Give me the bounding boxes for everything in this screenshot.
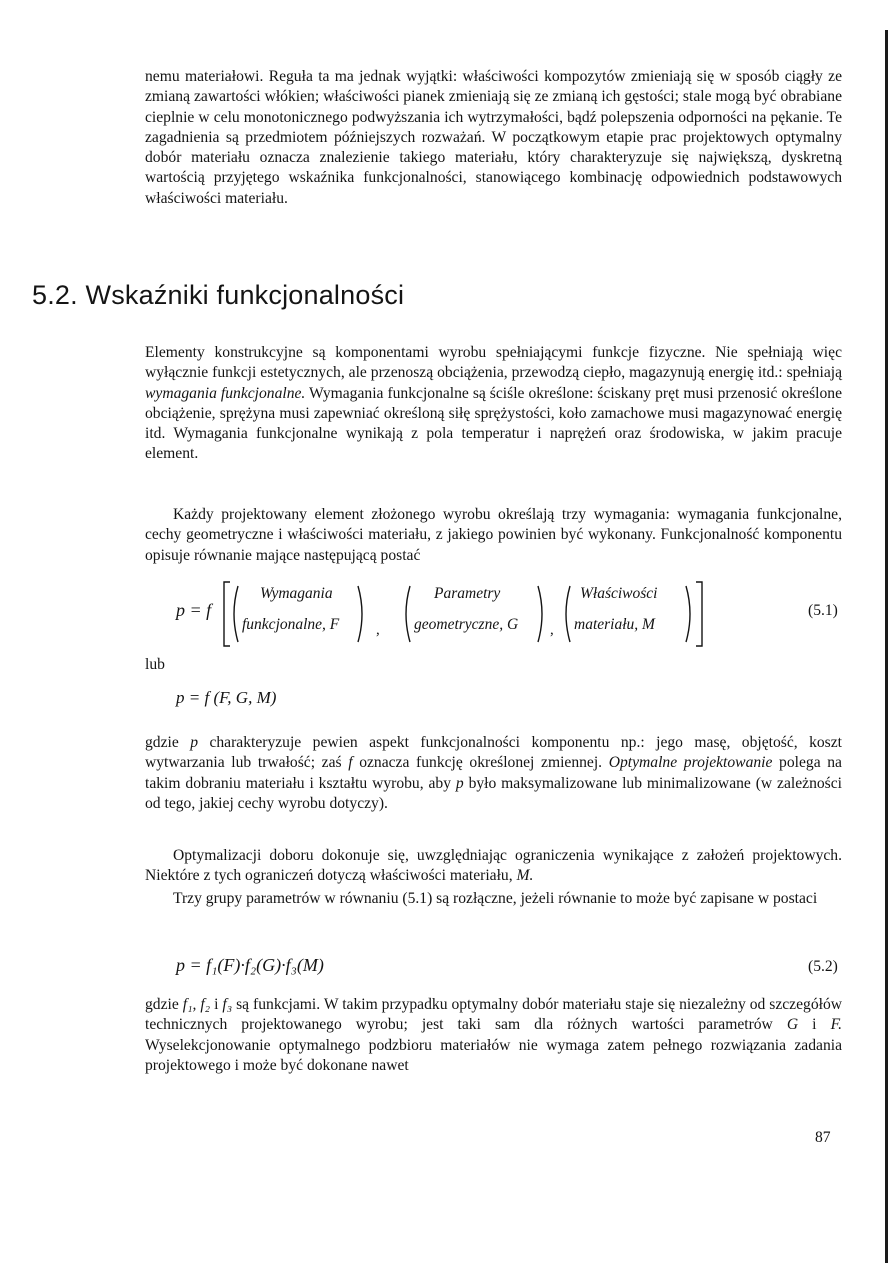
paragraph-optimization: Optymalizacji doboru dokonuje się, uwzględniając ograniczenia wynikające z założeń projektowych. Niektóre z tych ograniczeń dotyczą właściwości materiału, M. [145,847,842,885]
equation-number-5-2: (5.2) [808,958,838,975]
equation-lhs: p = f [176,600,212,620]
equation-5-1 [176,578,716,650]
section-heading: 5.2. Wskaźniki funkcjonalności [32,280,405,310]
eq-term-geometryczne: geometryczne, G [414,616,519,633]
intro-paragraph: nemu materiałowi. Reguła ta ma jednak wyjątki: właściwości kompozytów zmieniają się w sposób ciągły ze zmianą zawartości włókien; właściwości pianek zmieniają się ze zmianą ich gęstości; stale mogą być obrabiane cieplnie w celu monotonicznego podwyższania ich wytrzymałości, bądź polepszenia odporności na pękanie. Te zagadnienia są przedmiotem późniejszych rozważań. W początkowym etapie prac projektowych optymalny dobór materiału oznacza znalezienie takiego materiału, który charakteryzuje się największą, dyskretną wartością przyjętego wskaźnika funkcjonalności, stanowiącego kombinację odpowiednich podstawowych właściwości materiału. [145,68,842,207]
eq-term-funkcjonalne: funkcjonalne, F [242,616,340,633]
page-number: 87 [815,1129,831,1146]
eq-term-wlasciwosci: Właściwości [580,585,658,602]
equation-5-2: p = f₁(F)·f₂(G)·f₃(M) [176,955,324,975]
scan-edge-line [885,30,888,1263]
paragraph-requirements: Każdy projektowany element złożonego wyrobu określają trzy wymagania: wymagania funkcjonalne, cechy geometryczne i właściwości materiału, z jakiego powinien być wykonany. Funkcjonalność komponentu opisuje równanie mające następującą postać [145,506,842,564]
paragraph-separable: Trzy grupy parametrów w równaniu (5.1) są rozłączne, jeżeli równanie to może być zapisane w postaci [173,890,818,907]
paragraph-where-p: gdzie p charakteryzuje pewien aspekt funkcjonalności komponentu np.: jego masę, objętość, koszt wytwarzania lub trwałość; zaś f oznacza funkcję określonej zmiennej. Optymalne projektowanie polega na takim dobraniu materiału i kształtu wyrobu, aby p było maksymalizowane lub minimalizowane (w zależności od tego, jakiej cechy wyrobu dotyczy). [145,734,842,812]
eq-term-materialu: materiału, M [574,616,655,633]
paragraph-functions: gdzie f₁, f₂ i f₃ są funkcjami. W takim przypadku optymalny dobór materiału staje się niezależny od szczegółów technicznych projektowanego wyrobu; jest taki sam dla różnych wartości parametrów G i F. Wyselekcjonowanie optymalnego podzbioru materiałów nie wymaga zatem pełnego rozwiązania zadania projektowego i może być dokonane nawet [145,996,843,1074]
equation-short: p = f (F, G, M) [176,688,277,707]
equation-number-5-1: (5.1) [808,602,838,619]
paragraph-elements: Elementy konstrukcyjne są komponentami wyrobu spełniającymi funkcje fizyczne. Nie spełniają więc wyłącznie funkcji estetycznych, ale przenoszą obciążenia, przewodzą ciepło, magazynują energię itd.: spełniają wymagania funkcjonalne. Wymagania funkcjonalne są ściśle określone: ściskany pręt musi przenosić określone obciążenie, sprężyna musi zapewniać określoną siłę sprężystości, koło zamachowe musi magazynować energię itd. Wymagania funkcjonalne wynikają z pola temperatur i naprężeń oraz środowiska, w jakim pracuje element. [145,344,842,463]
eq-term-wymagania: Wymagania [260,585,333,602]
svg-text:,: , [550,622,554,638]
lub-label: lub [145,656,165,673]
svg-text:,: , [376,622,380,638]
eq-term-parametry: Parametry [434,585,501,602]
